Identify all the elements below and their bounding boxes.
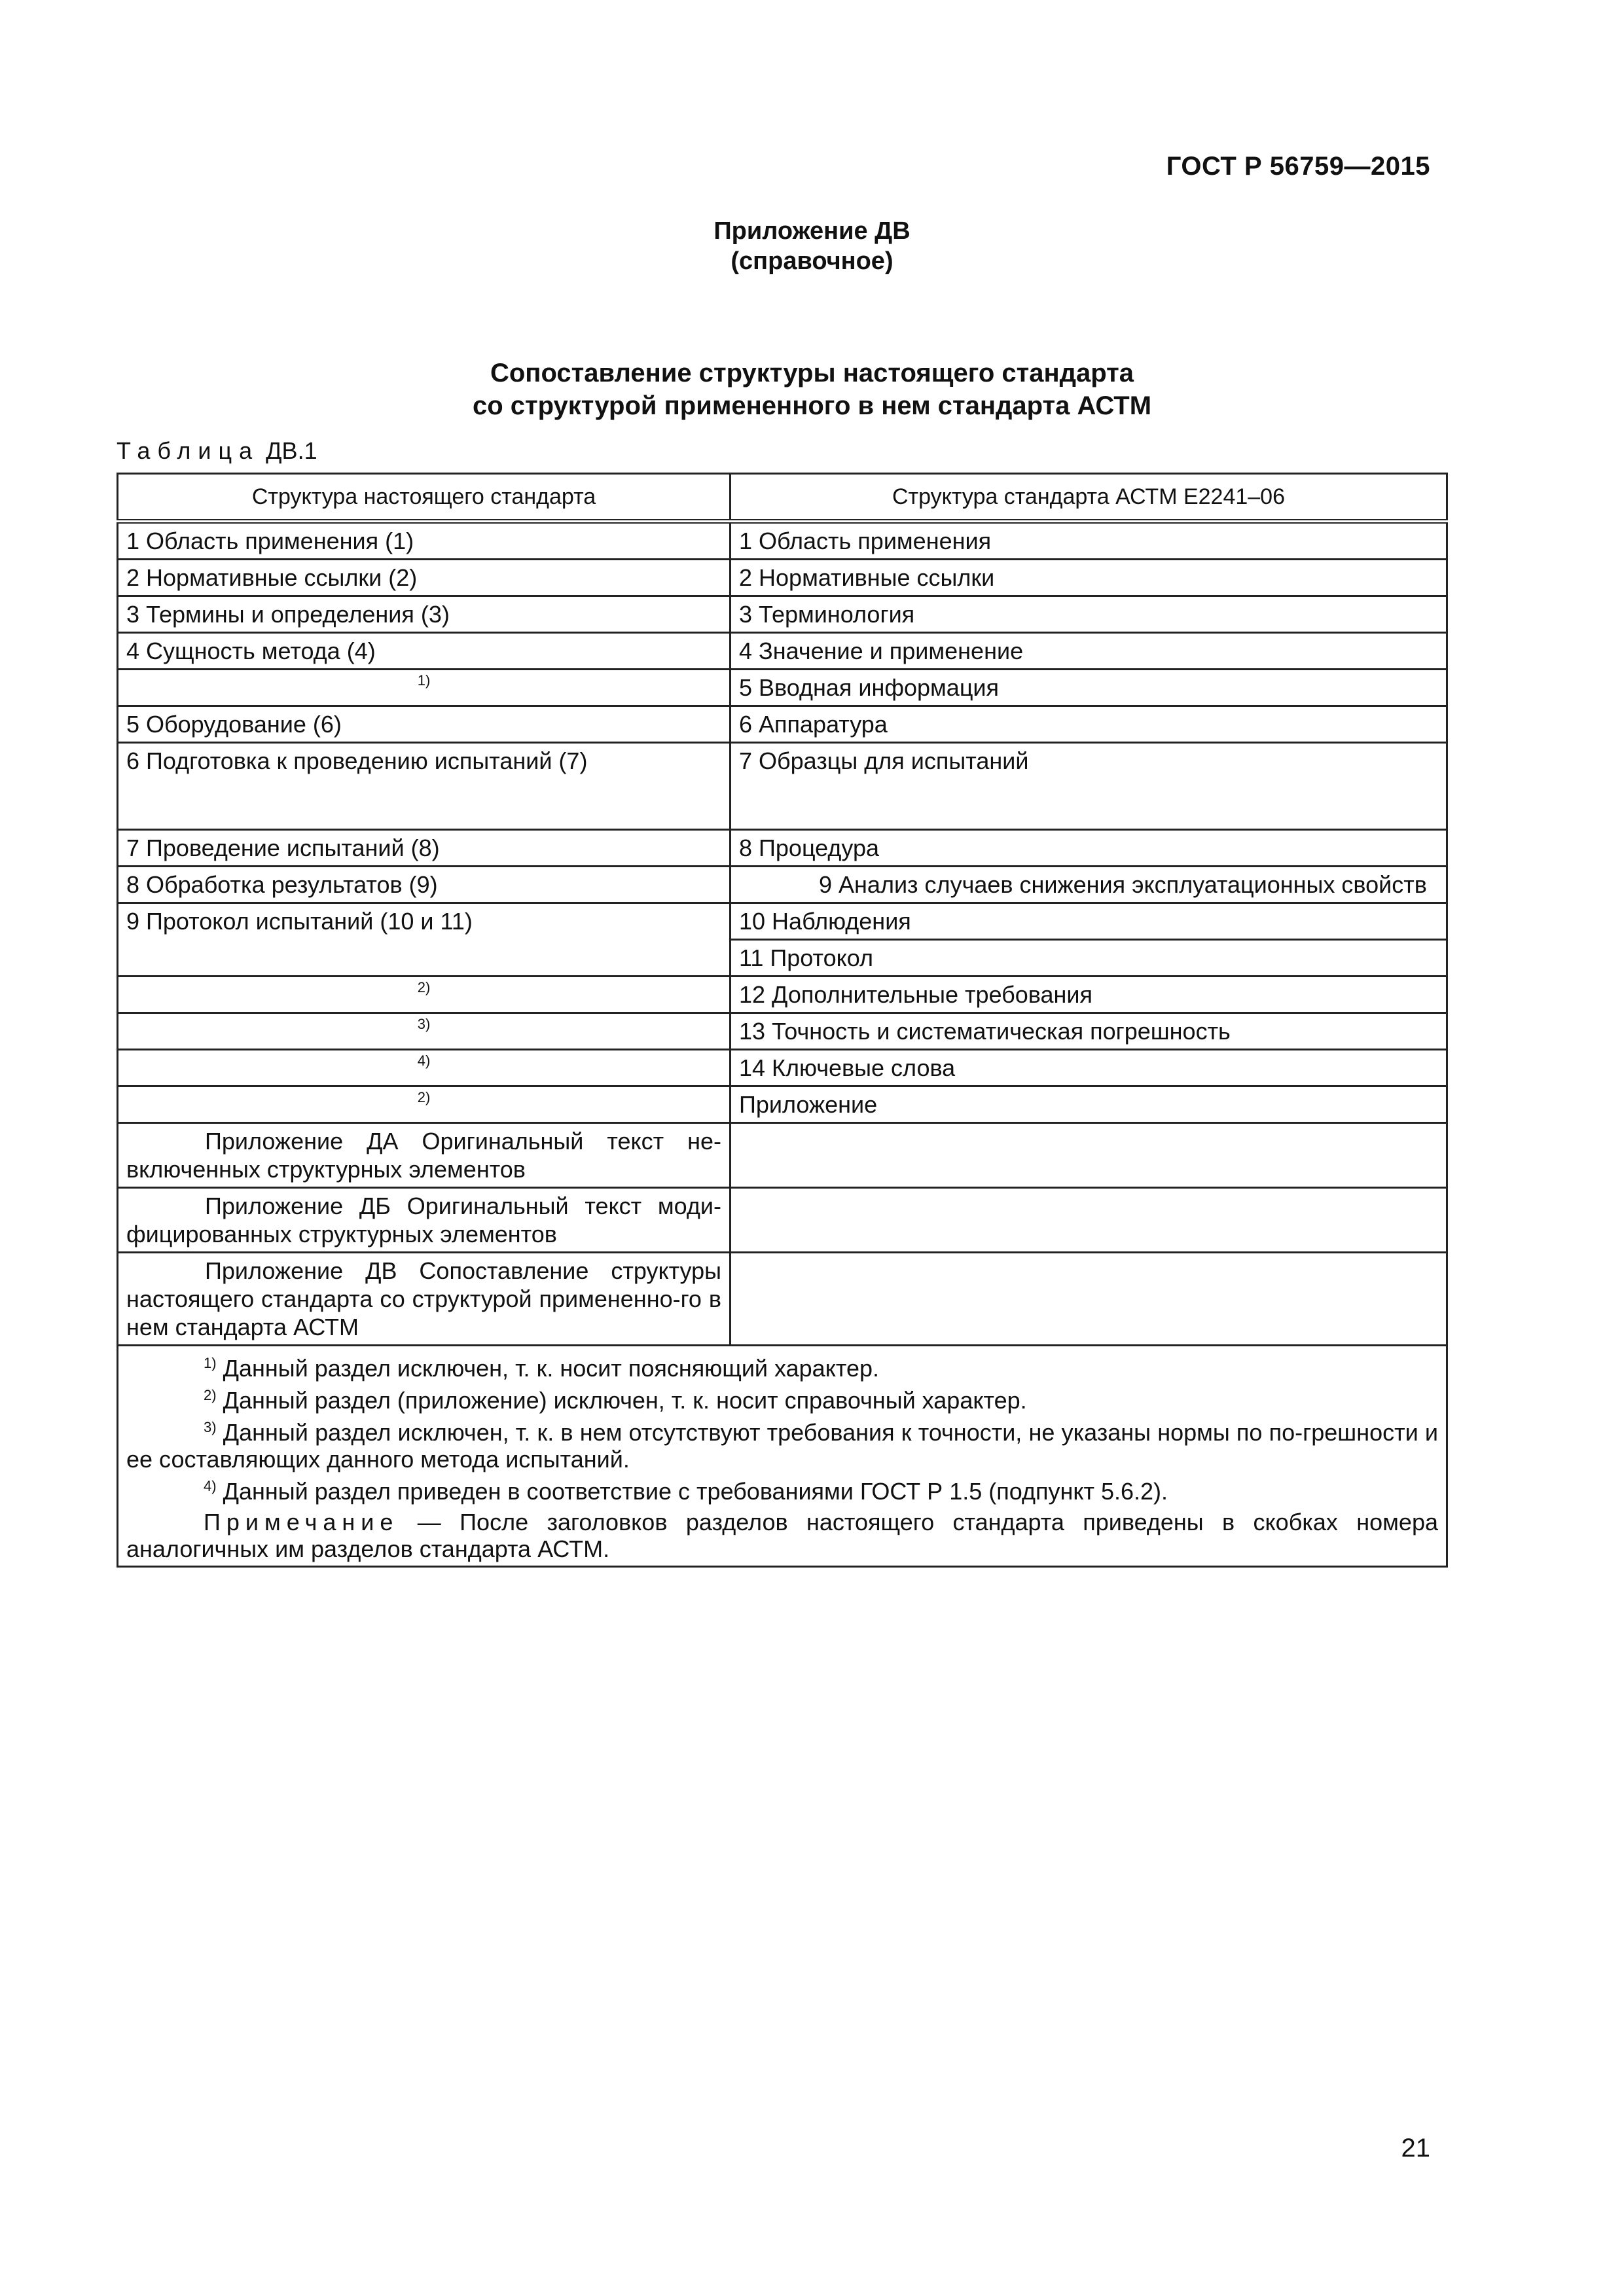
table-label-word: Таблица — [117, 437, 260, 464]
row-right-cell: 2 Нормативные ссылки — [731, 560, 1447, 596]
row-right-cell: 10 Наблюдения — [731, 903, 1447, 940]
row-left-cell: 3 Термины и определения (3) — [118, 596, 731, 633]
table-note — [126, 1509, 1438, 1562]
footnote — [126, 1473, 1438, 1505]
table-row — [118, 830, 1447, 867]
column-header-left: Структура настоящего стандарта — [118, 474, 731, 522]
row-right-cell: 7 Образцы для испытаний — [731, 743, 1447, 830]
footnote — [126, 1350, 1438, 1382]
row-right-cell-empty — [731, 1253, 1447, 1346]
row-right-cell-empty — [731, 1188, 1447, 1253]
footnote-mark-cell: 3) — [118, 1013, 731, 1050]
row-left-cell: Приложение ДА Оригинальный текст не-включенных структурных элементов — [118, 1123, 731, 1188]
table-row — [118, 743, 1447, 830]
annex-title: Приложение ДВ — [713, 217, 911, 245]
table-row — [118, 596, 1447, 633]
row-right-cell-empty — [731, 1123, 1447, 1188]
footnote-mark-cell: 1) — [118, 670, 731, 706]
column-header-right: Структура стандарта АСТМ Е2241–06 — [731, 474, 1447, 522]
footnote-text: Данный раздел приведен в соответствие с требованиями ГОСТ Р 1.5 (подпункт 5.6.2). — [223, 1478, 1168, 1505]
table-label — [117, 437, 317, 465]
footnote-mark-cell: 2) — [118, 977, 731, 1013]
footnote — [126, 1414, 1438, 1473]
row-left-cell: 5 Оборудование (6) — [118, 706, 731, 743]
table-row — [118, 522, 1447, 560]
row-right-cell: 4 Значение и применение — [731, 633, 1447, 670]
section-title — [0, 357, 1624, 422]
note-text: — После заголовков разделов настоящего стандарта приведены в скобках номера аналогичных им разделов стандарта АСТМ. — [126, 1509, 1438, 1562]
footnote-mark: 4) — [204, 1478, 217, 1494]
row-right-cell: 5 Вводная информация — [731, 670, 1447, 706]
row-right-cell: 13 Точность и систематическая погрешность — [731, 1013, 1447, 1050]
title-line-1: Сопоставление структуры настоящего стандарта — [490, 359, 1134, 387]
table-row — [118, 1013, 1447, 1050]
footnote-mark: 3) — [204, 1419, 217, 1435]
footnote-mark: 1) — [204, 1355, 217, 1371]
footnote-mark-cell: 2) — [118, 1086, 731, 1123]
table-row — [118, 670, 1447, 706]
table-row — [118, 633, 1447, 670]
table-row — [118, 1188, 1447, 1253]
footnote-mark: 2) — [204, 1387, 217, 1403]
comparison-table — [117, 473, 1448, 1568]
row-left-cell: 4 Сущность метода (4) — [118, 633, 731, 670]
row-left-cell: 6 Подготовка к проведению испытаний (7) — [118, 743, 731, 830]
row-left-cell: Приложение ДБ Оригинальный текст моди-фицированных структурных элементов — [118, 1188, 731, 1253]
footnote-text: Данный раздел исключен, т. к. в нем отсутствуют требования к точности, не указаны нормы по по-грешности и ее составляющих данного метода испытаний. — [126, 1419, 1438, 1473]
row-right-cell: 3 Терминология — [731, 596, 1447, 633]
footnote-mark-cell: 4) — [118, 1050, 731, 1086]
row-right-cell: 8 Процедура — [731, 830, 1447, 867]
note-label: Примечание — [204, 1509, 399, 1535]
document-code: ГОСТ Р 56759—2015 — [1166, 152, 1430, 181]
table-notes-row — [118, 1346, 1447, 1567]
row-left-cell: Приложение ДВ Сопоставление структуры настоящего стандарта со структурой примененно-го в нем стандарта АСТМ — [118, 1253, 731, 1346]
row-right-cell: 14 Ключевые слова — [731, 1050, 1447, 1086]
table-row — [118, 1123, 1447, 1188]
table-row — [118, 1086, 1447, 1123]
row-right-cell: 11 Протокол — [731, 940, 1447, 977]
row-right-cell: 9 Анализ случаев снижения эксплуатационных свойств — [731, 867, 1447, 903]
row-left-cell: 7 Проведение испытаний (8) — [118, 830, 731, 867]
table-row — [118, 977, 1447, 1013]
table-row — [118, 706, 1447, 743]
row-right-cell: 1 Область применения — [731, 522, 1447, 560]
row-right-cell: 12 Дополнительные требования — [731, 977, 1447, 1013]
footnote — [126, 1382, 1438, 1414]
table-row — [118, 903, 1447, 940]
table-header-row — [118, 474, 1447, 522]
table-row — [118, 560, 1447, 596]
row-right-cell: Приложение — [731, 1086, 1447, 1123]
annex-type: (справочное) — [731, 247, 893, 275]
row-left-cell: 2 Нормативные ссылки (2) — [118, 560, 731, 596]
annex-heading — [0, 216, 1624, 276]
row-right-cell: 6 Аппаратура — [731, 706, 1447, 743]
table-row — [118, 1050, 1447, 1086]
footnote-text: Данный раздел (приложение) исключен, т. к. носит справочный характер. — [223, 1387, 1027, 1414]
footnote-text: Данный раздел исключен, т. к. носит поясняющий характер. — [223, 1355, 879, 1382]
title-line-2: со структурой примененного в нем стандарта АСТМ — [472, 391, 1152, 420]
table-label-number: ДВ.1 — [266, 437, 317, 464]
table-row — [118, 1253, 1447, 1346]
row-left-cell: 8 Обработка результатов (9) — [118, 867, 731, 903]
page-number: 21 — [1401, 2134, 1430, 2162]
row-left-cell: 9 Протокол испытаний (10 и 11) — [118, 903, 731, 977]
row-left-cell: 1 Область применения (1) — [118, 522, 731, 560]
table-notes — [118, 1346, 1447, 1567]
table-row — [118, 867, 1447, 903]
